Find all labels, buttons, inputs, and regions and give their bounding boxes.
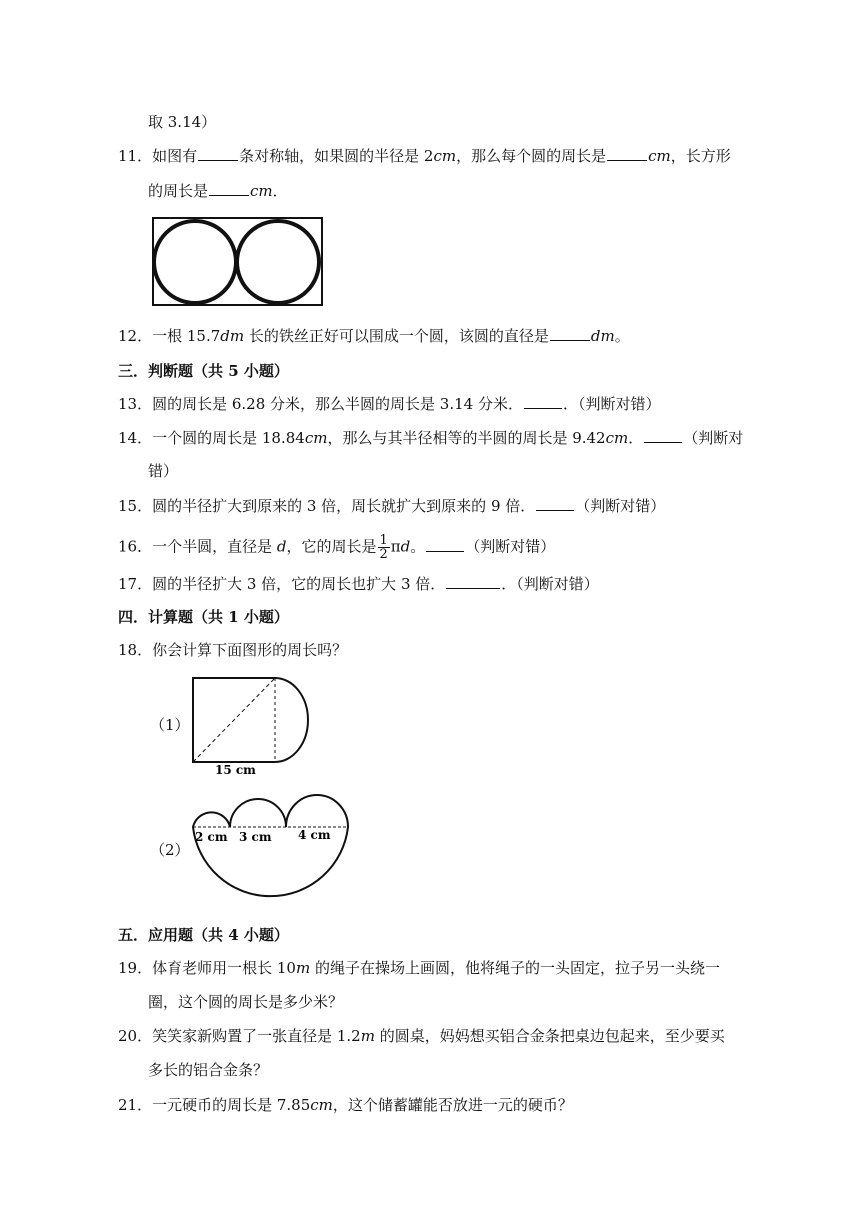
answer-blank[interactable] — [607, 146, 647, 161]
question-12: 12．一根 15.7dm 长的铁丝正好可以围成一个圆，该圆的直径是 dm。 — [118, 327, 630, 345]
figure-2-dimension: 2 cm — [195, 830, 228, 844]
question-18: 18．你会计算下面图形的周长吗？ — [118, 641, 348, 659]
fraction-one-half: $\frac{1}{2}$ — [379, 533, 388, 562]
question-19-continuation: 圈，这个圆的周长是多少米？ — [148, 993, 344, 1011]
question-14: 14．一个圆的周长是 18.84cm，那么与其半径相等的半圆的周长是 9.42cm． （判断对 — [118, 429, 744, 447]
question-21: 21．一元硬币的周长是 7.85cm，这个储蓄罐能否放进一元的硬币？ — [118, 1096, 573, 1114]
two-circles-in-rectangle-figure — [150, 215, 326, 309]
question-number: 21． — [118, 1096, 153, 1114]
section-heading-calculation: 四．计算题（共 1 小题） — [118, 608, 289, 626]
question-number: 14． — [118, 429, 153, 447]
question-11-continuation: 的周长是 cm． — [148, 182, 288, 200]
semicircle-with-bumps-figure — [185, 790, 355, 910]
answer-blank[interactable] — [550, 326, 590, 341]
figure-2-dimension: 3 cm — [239, 830, 272, 844]
section-heading-application: 五．应用题（共 4 小题） — [118, 926, 289, 944]
figure-2-label: （2） — [150, 841, 190, 859]
question-16: 16．一个半圆，直径是 d，它的周长是 $\frac{1}{2}$ πd。 （判断对错） — [118, 533, 556, 562]
section-heading-judgment: 三．判断题（共 5 小题） — [118, 362, 289, 380]
q10-continuation: 取 3.14） — [148, 113, 217, 131]
figure-2-dimension: 4 cm — [298, 828, 331, 842]
answer-blank[interactable] — [209, 181, 249, 196]
question-14-continuation: 错） — [148, 462, 179, 480]
figure-1-label: （1） — [150, 716, 190, 734]
question-17: 17．圆的半径扩大 3 倍，它的周长也扩大 3 倍． ．（判断对错） — [118, 575, 599, 593]
answer-blank[interactable] — [536, 496, 574, 511]
question-number: 13． — [118, 395, 153, 413]
question-number: 20． — [118, 1027, 153, 1045]
figure-1-dimension: 15 cm — [215, 763, 256, 777]
question-number: 11． — [118, 147, 153, 165]
question-13: 13．圆的周长是 6.28 分米，那么半圆的周长是 3.14 分米． ．（判断对错） — [118, 395, 661, 413]
answer-blank[interactable] — [644, 428, 682, 443]
question-number: 12． — [118, 327, 153, 345]
question-number: 16． — [118, 537, 153, 556]
question-15: 15．圆的半径扩大到原来的 3 倍，周长就扩大到原来的 9 倍． （判断对错） — [118, 497, 666, 515]
answer-blank[interactable] — [446, 574, 500, 589]
answer-blank[interactable] — [198, 146, 238, 161]
answer-blank[interactable] — [524, 394, 562, 409]
answer-blank[interactable] — [426, 537, 464, 552]
question-20: 20．笑笑家新购置了一张直径是 1.2m 的圆桌，妈妈想买铝合金条把桌边包起来，至少要买 — [118, 1027, 725, 1045]
question-20-continuation: 多长的铝合金条？ — [148, 1061, 269, 1079]
question-number: 19． — [118, 959, 153, 977]
question-number: 18． — [118, 641, 153, 659]
question-11: 11．如图有 条对称轴，如果圆的半径是 2cm，那么每个圆的周长是 cm，长方形 — [118, 147, 731, 165]
rectangle-with-semicircle-figure — [185, 672, 325, 777]
question-number: 15． — [118, 497, 153, 515]
question-number: 17． — [118, 575, 153, 593]
question-19: 19．体育老师用一根长 10m 的绳子在操场上画圆，他将绳子的一头固定，拉子另一头绕一 — [118, 959, 720, 977]
